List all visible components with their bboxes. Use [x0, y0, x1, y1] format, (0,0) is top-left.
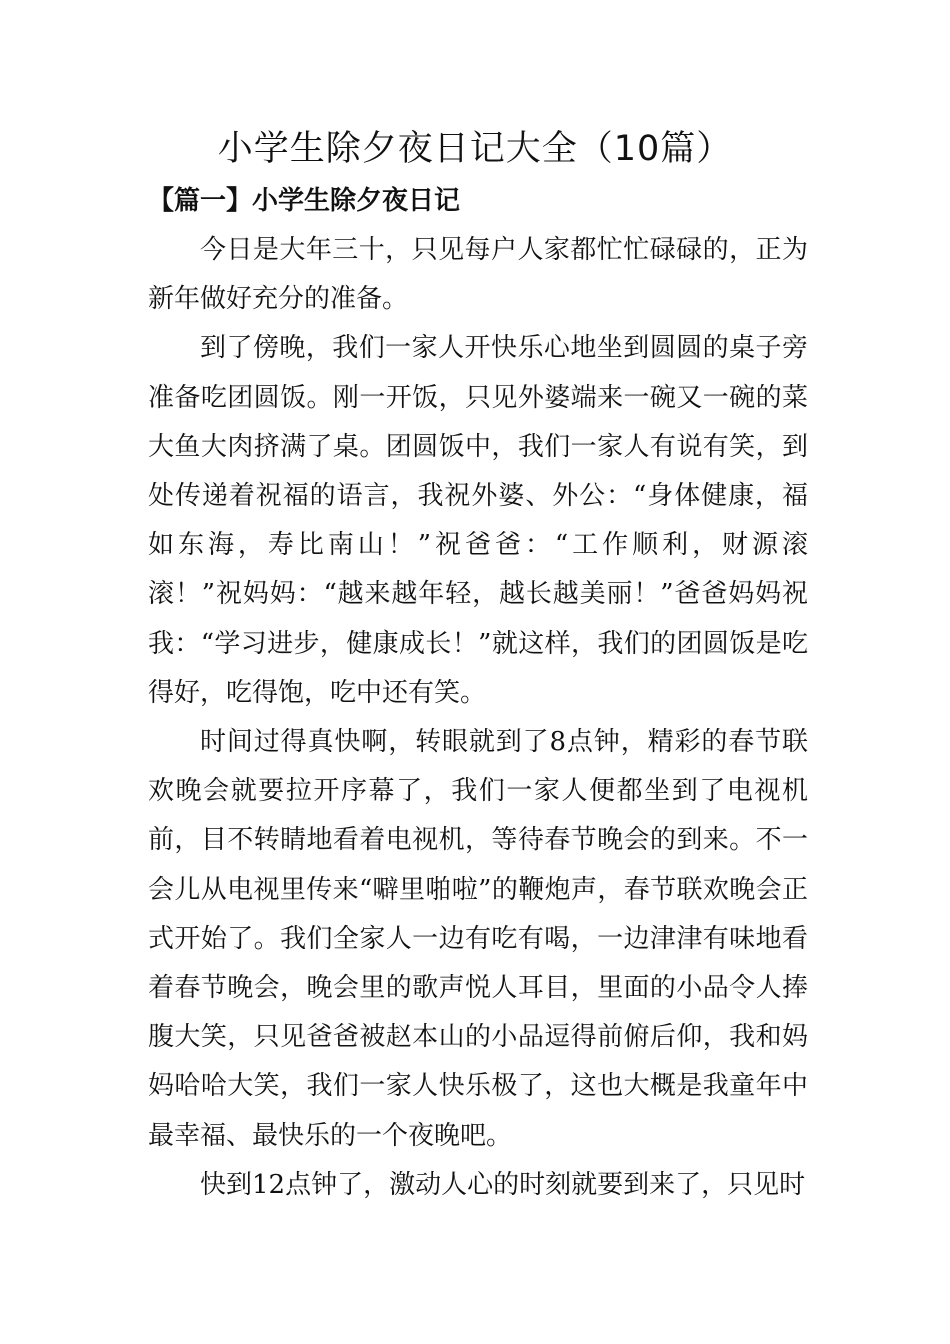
paragraph: 快到12点钟了，激动人心的时刻就要到来了，只见时 — [200, 1169, 806, 1200]
section-heading: 【篇一】小学生除夕夜日记 — [148, 186, 461, 216]
paragraph: 时间过得真快啊，转眼就到了8点钟，精彩的春节联欢晚会就要拉开序幕了，我们一家人便都坐到了电视机前，目不转睛地看着电视机，等待春节晚会的到来。不一会儿从电视里传来“噼里啪啦”的鞭炮声，春节联欢晚会正式开始了。我们全家人一边有吃有喝，一边津津有味地看着春节晚会，晚会里的歌声悦人耳目，里面的小品令人捧腹大笑，只见爸爸被赵本山的小品逗得前俯后仰，我和妈妈哈哈大笑，我们一家人快乐极了，这也大概是我童年中最幸福、最快乐的一个夜晚吧。 — [148, 727, 808, 1151]
document-title: 小学生除夕夜日记大全（10篇） — [217, 129, 733, 169]
paragraph: 今日是大年三十，只见每户人家都忙忙碌碌的，正为新年做好充分的准备。 — [148, 235, 808, 315]
paragraph: 到了傍晚，我们一家人开快乐心地坐到圆圆的桌子旁准备吃团圆饭。刚一开饭，只见外婆端来一碗又一碗的菜大鱼大肉挤满了桌。团圆饭中，我们一家人有说有笑，到处传递着祝福的语言，我祝外婆、外公：“身体健康，福如东海，寿比南山！”祝爸爸：“工作顺利，财源滚滚！”祝妈妈：“越来越年轻，越长越美丽！”爸爸妈妈祝我：“学习进步，健康成长！”就这样，我们的团圆饭是吃得好，吃得饱，吃中还有笑。 — [148, 333, 808, 708]
document-body — [148, 226, 808, 1210]
